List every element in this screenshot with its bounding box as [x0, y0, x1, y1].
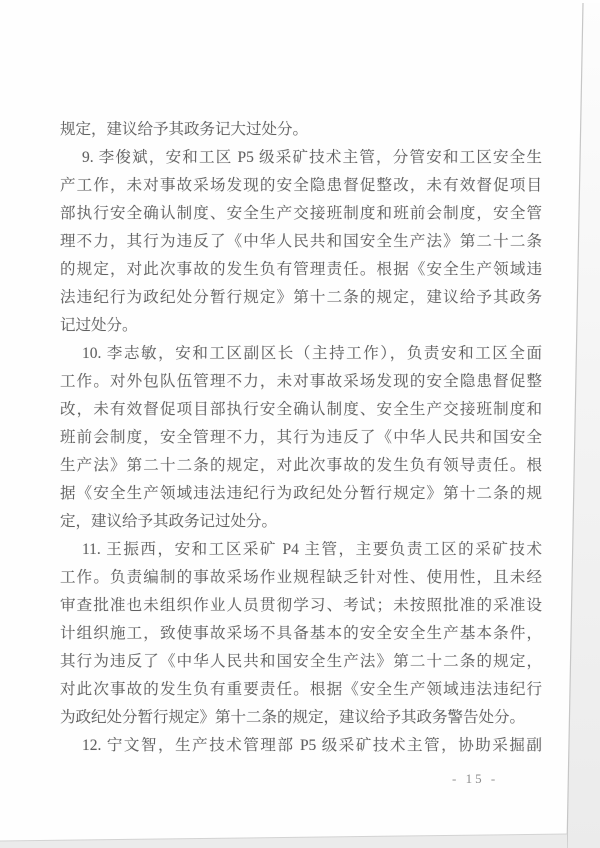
text-line: 10. 李志敏，安和工区副区长（主持工作），负责安和工区全面 — [82, 345, 542, 362]
text-line: 工作。对外包队伍管理不力，未对事故采场发现的安全隐患督促整 — [60, 373, 542, 390]
page-number: - 15 - — [452, 771, 499, 786]
document-body — [60, 116, 542, 760]
text-line: 对此次事故的发生负有重要责任。根据《安全生产领域违法违纪行 — [60, 681, 542, 698]
scan-right-edge-line — [567, 3, 583, 848]
text-line: 的规定，对此次事故的发生负有管理责任。根据《安全生产领域违 — [60, 261, 542, 278]
text-line: 生产法》第二十二条的规定，对此次事故的发生负有领导责任。根 — [60, 457, 542, 474]
text-line: 部执行安全确认制度、安全生产交接班制度和班前会制度，安全管 — [60, 205, 542, 222]
text-line: 11. 王振西，安和工区采矿 P4 主管，主要负责工区的采矿技术 — [82, 541, 542, 558]
text-line: 工作。负责编制的事故采场作业规程缺乏针对性、使用性，且未经 — [60, 569, 542, 586]
text-line: 记过处分。 — [60, 317, 138, 334]
text-line: 为政纪处分暂行规定》第十二条的规定，建议给予其政务警告处分。 — [60, 709, 526, 726]
text-line: 规定，建议给予其政务记大过处分。 — [60, 121, 309, 138]
text-line: 12. 宁文智，生产技术管理部 P5 级采矿技术主管，协助采掘副 — [82, 737, 542, 754]
text-line: 其行为违反了《中华人民共和国安全生产法》第二十二条的规定， — [60, 653, 542, 670]
text-line: 计组织施工，致使事故采场不具备基本的安全安全生产基本条件， — [60, 625, 542, 642]
text-line: 审查批准也未组织作业人员贯彻学习、考试；未按照批准的采准设 — [60, 597, 542, 614]
scan-bottom-margin — [0, 834, 567, 848]
text-line: 据《安全生产领域违法违纪行为政纪处分暂行规定》第十二条的规 — [60, 485, 542, 502]
text-line: 理不力，其行为违反了《中华人民共和国安全生产法》第二十二条 — [60, 233, 542, 250]
text-line: 产工作，未对事故采场发现的安全隐患督促整改，未有效督促项目 — [60, 177, 542, 194]
text-line: 定，建议给予其政务记过处分。 — [60, 513, 278, 530]
text-line: 9. 李俊斌，安和工区 P5 级采矿技术主管，分管安和工区安全生 — [82, 149, 542, 166]
text-line: 法违纪行为政纪处分暂行规定》第十二条的规定，建议给予其政务 — [60, 289, 542, 306]
text-line: 改，未有效督促项目部执行安全确认制度、安全生产交接班制度和 — [60, 401, 542, 418]
scan-right-margin — [567, 3, 600, 848]
text-line: 班前会制度，安全管理不力，其行为违反了《中华人民共和国安全 — [60, 429, 542, 446]
scan-bottom-edge-line — [0, 834, 567, 841]
